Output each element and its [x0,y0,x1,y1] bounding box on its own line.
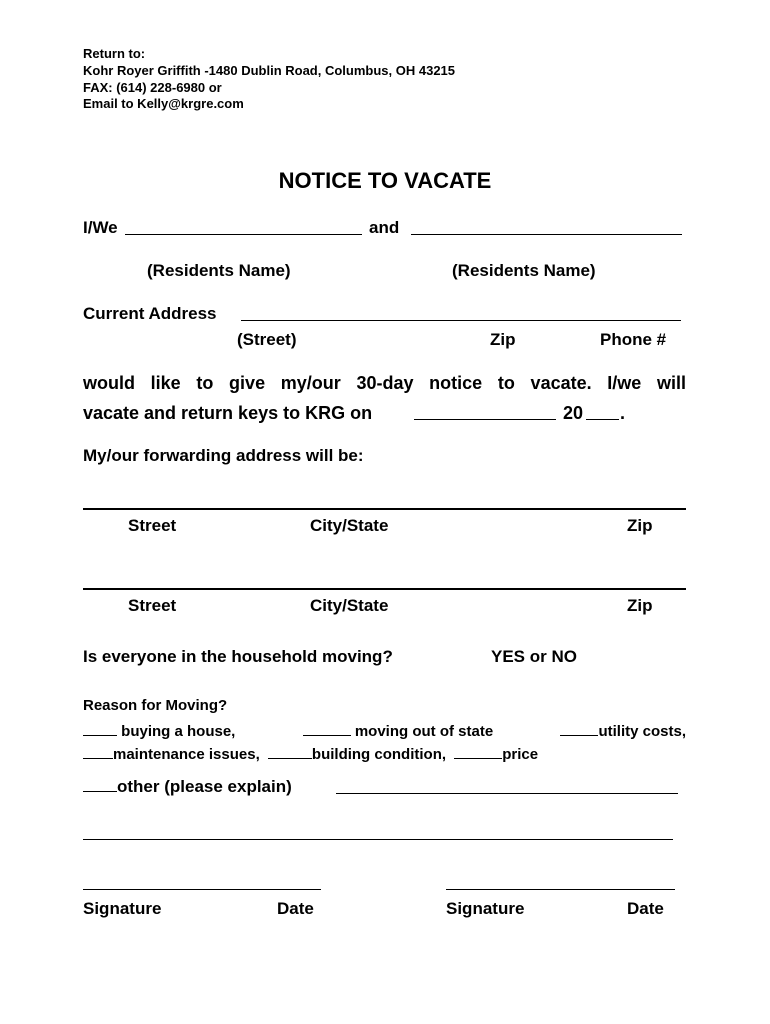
reason-utility[interactable]: utility costs, [560,721,686,740]
forwarding-street-label-2: Street [128,596,177,615]
street-label: (Street) [237,330,297,349]
forwarding-address-label: My/our forwarding address will be: [83,446,364,465]
reason-label: Reason for Moving? [83,697,228,714]
forwarding-zip-label-1: Zip [627,516,653,535]
vacate-year-field[interactable] [586,419,619,420]
reason-row-2 [83,744,538,763]
vacate-date-field[interactable] [414,419,556,420]
signature-label-1: Signature [83,899,162,918]
reason-buying[interactable]: buying a house, [83,721,235,740]
signature-2-field[interactable] [446,889,675,890]
reason-building[interactable]: building condition, [268,746,446,763]
date-label-1: Date [277,899,314,918]
notice-line-1: would like to give my/our 30-day notice to vacate. I/we will [83,373,686,393]
reason-other[interactable]: other (please explain) [83,777,292,797]
household-question: Is everyone in the household moving? [83,647,393,666]
zip-label: Zip [490,330,516,349]
forwarding-city-state-label-2: City/State [310,596,389,615]
forwarding-city-state-label-1: City/State [310,516,389,535]
forwarding-address-1-field[interactable] [83,508,686,510]
page-title: NOTICE TO VACATE [278,168,492,193]
other-explanation-field-2[interactable] [83,839,673,840]
signature-1-field[interactable] [83,889,321,890]
forwarding-street-label-1: Street [128,516,177,535]
other-explanation-field[interactable] [336,793,678,794]
forwarding-address-2-field[interactable] [83,588,686,590]
date-label-2: Date [627,899,664,918]
signature-label-2: Signature [446,899,525,918]
phone-label: Phone # [600,330,667,349]
iwe-label: I/We [83,218,118,237]
current-address-field[interactable] [241,320,681,321]
resident-name-2-field[interactable] [411,234,682,235]
reason-out-of-state[interactable]: moving out of state [303,721,494,740]
household-answer[interactable]: YES or NO [491,647,577,666]
email-address: Email to Kelly@krgre.com [83,96,244,111]
residents-name-label-1: (Residents Name) [147,261,291,280]
resident-name-1-field[interactable] [125,234,362,235]
forwarding-zip-label-2: Zip [627,596,653,615]
reason-price[interactable]: price [454,746,538,763]
current-address-label: Current Address [83,304,217,323]
notice-period: . [620,403,626,423]
residents-name-label-2: (Residents Name) [452,261,596,280]
notice-line-2-prefix: vacate and return keys to KRG on [83,403,373,423]
return-to-label: Return to: [83,46,146,61]
and-label: and [369,218,400,237]
year-prefix: 20 [563,403,584,423]
fax-number: FAX: (614) 228-6980 or [83,80,222,95]
return-address: Kohr Royer Griffith -1480 Dublin Road, Columbus, OH 43215 [83,63,456,78]
reason-row-1 [83,721,686,740]
reason-maintenance[interactable]: maintenance issues, [83,746,260,763]
